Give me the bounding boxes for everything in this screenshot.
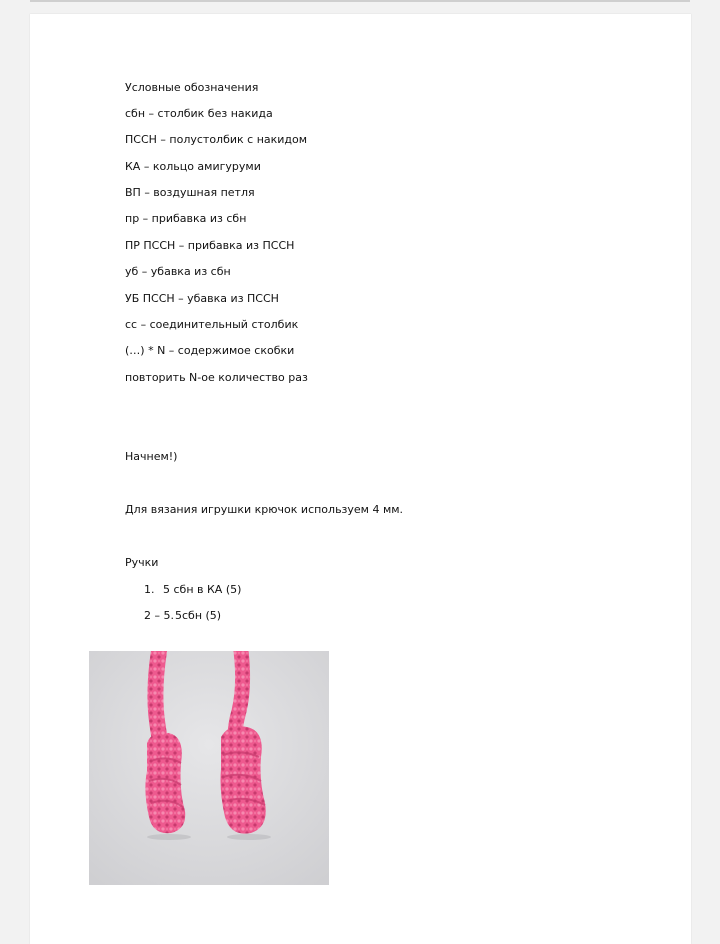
left-arm-strand [155, 651, 161, 746]
right-arm-strand [235, 651, 243, 737]
crochet-arms-photo [89, 651, 329, 885]
photo-background [89, 651, 329, 885]
legend-item: пр – прибавка из сбн [125, 212, 247, 225]
section-title: Ручки [125, 556, 159, 569]
legend-item: ПССН – полустолбик с накидом [125, 133, 308, 146]
legend-item: ВП – воздушная петля [125, 186, 255, 199]
step-number: 2 – 5. [144, 609, 174, 622]
legend-item: повторить N-ое количество раз [125, 371, 308, 384]
step-text: 5сбн (5) [175, 609, 222, 622]
legend-item: сбн – столбик без накида [125, 107, 273, 120]
hook-note: Для вязания игрушки крючок используем 4 мм. [125, 503, 404, 516]
top-scroll-edge [30, 0, 690, 2]
step-text: 5 сбн в КА (5) [163, 583, 242, 596]
legend-item: уб – убавка из сбн [125, 265, 231, 278]
step-number: 1. [144, 583, 155, 596]
legend-item: КА – кольцо амигуруми [125, 160, 261, 173]
legend-title: Условные обозначения [125, 81, 259, 94]
legend-item: УБ ПССН – убавка из ПССН [125, 292, 279, 305]
legend-item: ПР ПССН – прибавка из ПССН [125, 239, 295, 252]
intro-text: Начнем!) [125, 450, 178, 463]
document-page [30, 14, 691, 944]
legend-item: сс – соединительный столбик [125, 318, 299, 331]
legend-item: (…) * N – содержимое скобки [125, 344, 295, 357]
